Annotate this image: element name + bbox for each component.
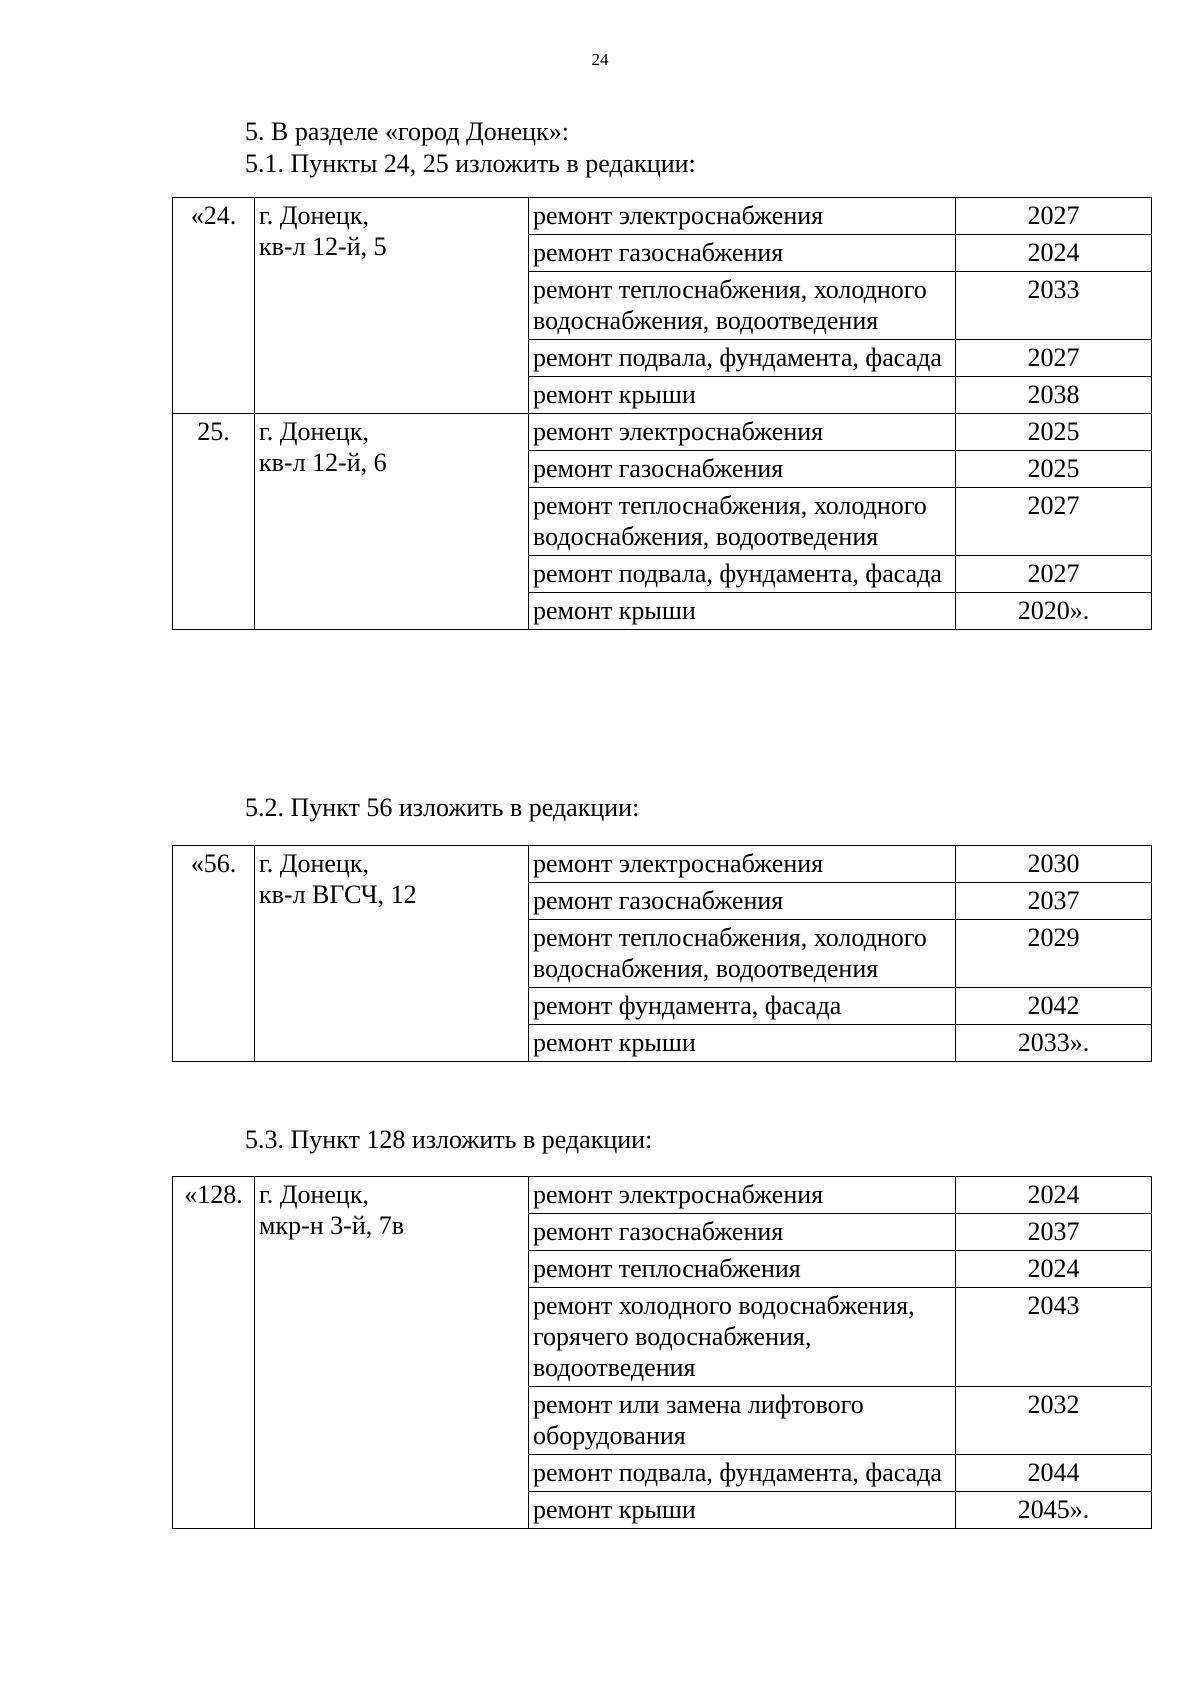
work-year: 2024 [956,1177,1152,1214]
work-type: ремонт подвала, фундамента, фасада [529,1455,956,1492]
work-year: 2027 [956,488,1152,556]
item-number: «56. [173,846,255,1062]
items-table-5-3 [172,1176,1152,1529]
work-type: ремонт электроснабжения [529,846,956,883]
work-year: 2029 [956,920,1152,988]
table-row [173,414,1152,451]
work-type: ремонт подвала, фундамента, фасада [529,340,956,377]
work-type: ремонт холодного водоснабжения, горячего водоснабжения, водоотведения [529,1288,956,1387]
work-year: 2044 [956,1455,1152,1492]
item-number: «24. [173,198,255,414]
work-type: ремонт теплоснабжения, холодного водоснабжения, водоотведения [529,920,956,988]
work-type: ремонт электроснабжения [529,198,956,235]
work-year: 2033». [956,1025,1152,1062]
item-number: 25. [173,414,255,630]
work-year: 2024 [956,235,1152,272]
work-year: 2025 [956,414,1152,451]
work-type: ремонт электроснабжения [529,414,956,451]
item-address: г. Донецк, кв-л 12-й, 5 [255,198,529,414]
work-type: ремонт крыши [529,377,956,414]
work-year: 2043 [956,1288,1152,1387]
section-heading: 5. В разделе «город Донецк»: [245,117,569,146]
work-year: 2027 [956,556,1152,593]
work-type: ремонт крыши [529,1492,956,1529]
subsection-5-1-heading: 5.1. Пункты 24, 25 изложить в редакции: [245,149,696,178]
work-type: ремонт теплоснабжения, холодного водоснабжения, водоотведения [529,272,956,340]
item-address: г. Донецк, кв-л 12-й, 6 [255,414,529,630]
table-row [173,1177,1152,1214]
items-table-5-1 [172,197,1152,630]
work-type: ремонт газоснабжения [529,235,956,272]
item-address: г. Донецк, кв-л ВГСЧ, 12 [255,846,529,1062]
work-type: ремонт или замена лифтового оборудования [529,1387,956,1455]
subsection-5-2-heading: 5.2. Пункт 56 изложить в редакции: [245,793,640,822]
work-year: 2030 [956,846,1152,883]
table-row [173,198,1152,235]
work-type: ремонт подвала, фундамента, фасада [529,556,956,593]
work-type: ремонт газоснабжения [529,883,956,920]
work-type: ремонт крыши [529,1025,956,1062]
work-year: 2025 [956,451,1152,488]
work-type: ремонт газоснабжения [529,1214,956,1251]
page-number: 24 [591,50,609,69]
work-type: ремонт теплоснабжения, холодного водоснабжения, водоотведения [529,488,956,556]
work-year: 2027 [956,198,1152,235]
work-year: 2037 [956,883,1152,920]
subsection-5-3-heading: 5.3. Пункт 128 изложить в редакции: [245,1125,653,1154]
item-address: г. Донецк, мкр-н 3-й, 7в [255,1177,529,1529]
table-row [173,846,1152,883]
work-type: ремонт газоснабжения [529,451,956,488]
work-type: ремонт электроснабжения [529,1177,956,1214]
work-year: 2045». [956,1492,1152,1529]
work-year: 2037 [956,1214,1152,1251]
work-year: 2038 [956,377,1152,414]
work-year: 2020». [956,593,1152,630]
item-number: «128. [173,1177,255,1529]
items-table-5-2 [172,845,1152,1062]
work-year: 2042 [956,988,1152,1025]
work-year: 2032 [956,1387,1152,1455]
work-type: ремонт теплоснабжения [529,1251,956,1288]
work-type: ремонт крыши [529,593,956,630]
work-type: ремонт фундамента, фасада [529,988,956,1025]
work-year: 2027 [956,340,1152,377]
work-year: 2024 [956,1251,1152,1288]
work-year: 2033 [956,272,1152,340]
